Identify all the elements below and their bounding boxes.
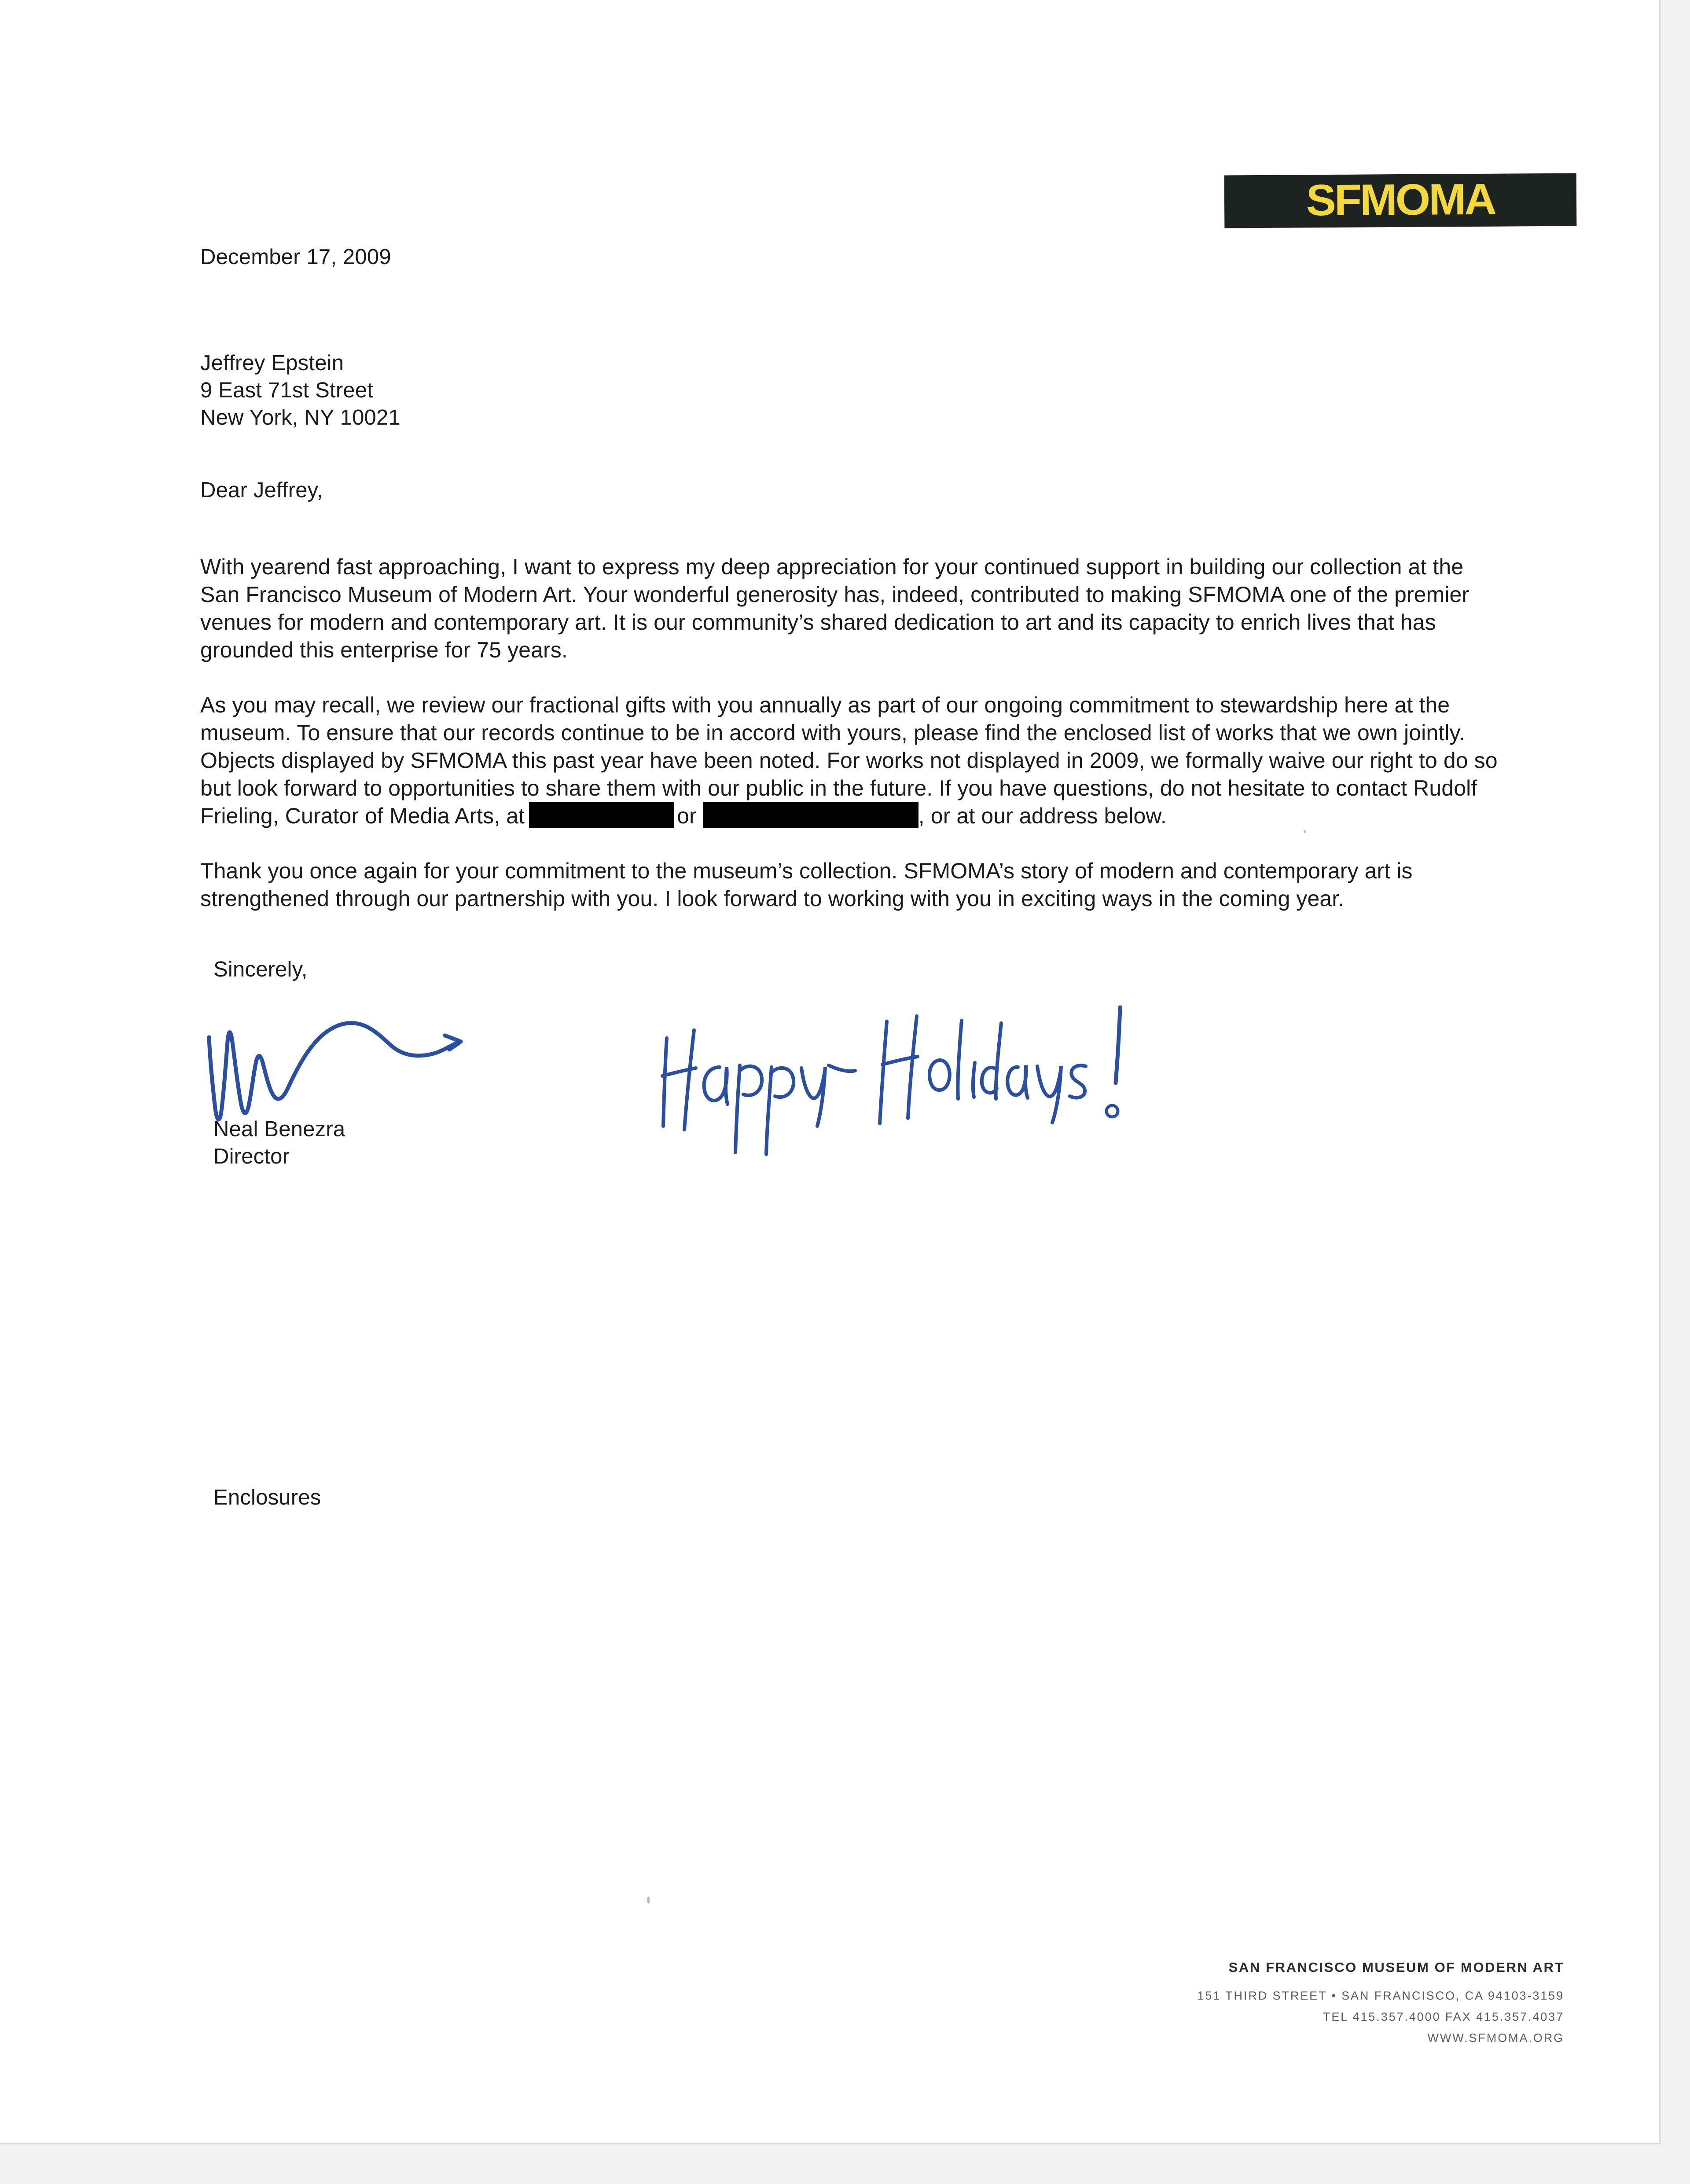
signature-area [200, 958, 1503, 1509]
letterhead-footer [1197, 1960, 1564, 2048]
sfmoma-logo [1224, 173, 1577, 228]
signer-block [213, 1116, 345, 1170]
footer-contact: TEL 415.357.4000 FAX 415.357.4037 [1323, 2010, 1564, 2023]
redaction-bar-email [703, 802, 918, 828]
signer-name: Neal Benezra [213, 1117, 345, 1141]
signer-title: Director [213, 1145, 290, 1168]
footer-organization: SAN FRANCISCO MUSEUM OF MODERN ART [1228, 1960, 1564, 1975]
enclosures-label: Enclosures [213, 1486, 321, 1509]
recipient-address-block [200, 349, 1503, 431]
recipient-city-state-zip: New York, NY 10021 [200, 406, 400, 429]
letter-body [200, 245, 1503, 1509]
handwritten-signature [200, 993, 667, 1125]
body-paragraph-1: With yearend fast approaching, I want to express my deep appreciation for your continued support in building our collection at the San Francisco Museum of Modern Art. Your wonderful generosity has, indeed, contributed to making SFMOMA one of the premier venues for modern and contemporary art. It is our community’s shared dedication to art and its capacity to enrich lives that has grounded this enterprise for 75 years. [200, 554, 1470, 662]
sfmoma-logo-text: SFMOMA [1306, 174, 1495, 225]
closing-salutation: Sincerely, [213, 958, 308, 981]
handwritten-holiday-note [654, 981, 1204, 1166]
paragraph-2-conjunction: or [677, 804, 697, 828]
body-paragraph-3: Thank you once again for your commitment to the museum’s collection. SFMOMA’s story of modern and contemporary art is strengthened through our partnership with you. I look forward to working with you in exciting ways in the coming year. [200, 859, 1413, 911]
body-paragraph-2 [200, 691, 1503, 830]
recipient-street: 9 East 71st Street [200, 378, 374, 402]
letter-date: December 17, 2009 [200, 245, 391, 269]
scan-speck [1304, 830, 1306, 833]
footer-website: WWW.SFMOMA.ORG [1427, 2031, 1564, 2045]
paragraph-2-text-after-redaction: , or at our address below. [918, 804, 1167, 828]
paragraph-2-text-before-redaction: As you may recall, we review our fractional gifts with you annually as part of our ongoing commitment to stewardship here at the museum. To ensure that our records continue to be in accord with yours, please find the enclosed list of works that we own jointly. Objects displayed by SFMOMA this past year have been noted. For works not displayed in 2009, we formally waive our right to do so but look forward to opportunities to share them with our public in the future. If you have questions, do not hesitate to contact Rudolf Frieling, Curator of Media Arts, at [200, 693, 1498, 828]
redaction-bar-phone [529, 802, 674, 828]
salutation: Dear Jeffrey, [200, 478, 323, 502]
recipient-name: Jeffrey Epstein [200, 351, 344, 375]
footer-address: 151 THIRD STREET • SAN FRANCISCO, CA 94103-3159 [1197, 1989, 1564, 2002]
scan-speck [647, 1897, 650, 1904]
